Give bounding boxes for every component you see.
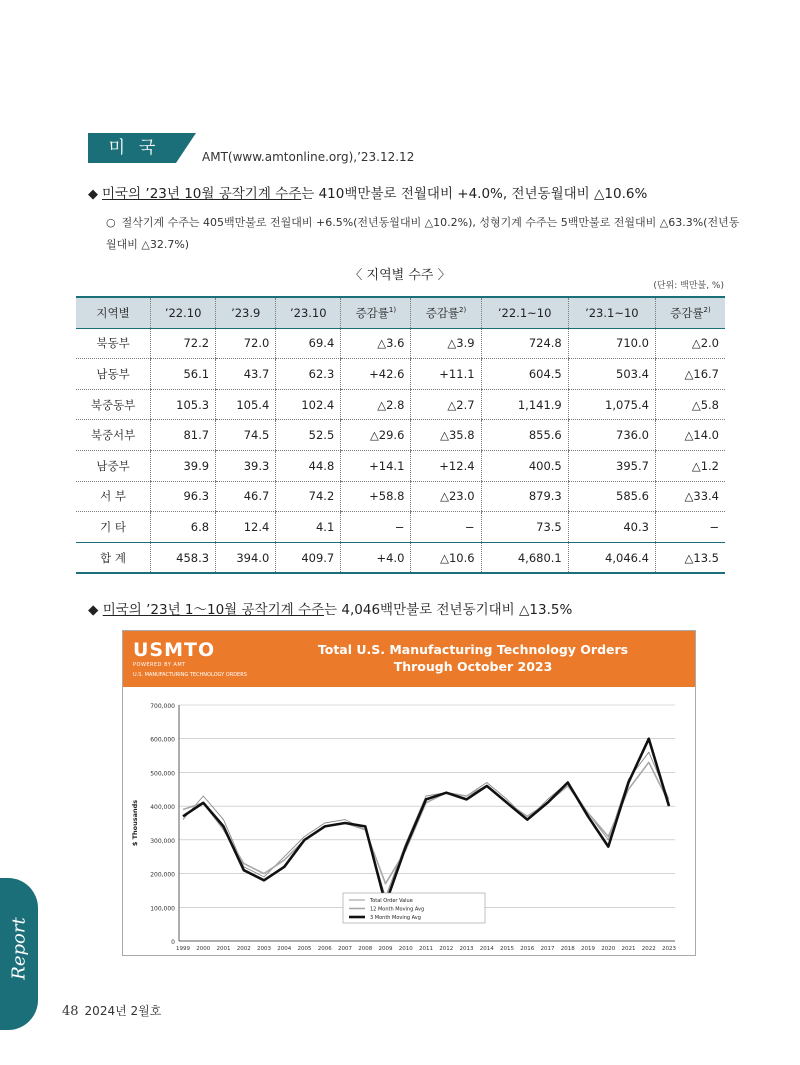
chart-title-line1: Total U.S. Manufacturing Technology Orders xyxy=(317,642,629,657)
value-cell: 1,075.4 xyxy=(568,389,655,420)
x-tick-label: 2014 xyxy=(479,946,494,952)
diamond-bullet-icon: ◆ xyxy=(88,602,99,618)
y-tick-label: 100,000 xyxy=(150,905,175,913)
x-tick-label: 2011 xyxy=(419,946,433,952)
x-tick-label: 2022 xyxy=(641,946,656,952)
value-cell: △16.7 xyxy=(655,359,725,390)
table-row xyxy=(76,450,725,481)
region-cell: 서 부 xyxy=(76,481,151,512)
value-cell: 72.2 xyxy=(151,328,216,359)
value-cell: 74.2 xyxy=(276,481,341,512)
header-cell: 지역별 xyxy=(76,297,151,328)
header-cell: 증감률$^{1)}$ xyxy=(341,297,411,328)
value-cell: 4,680.1 xyxy=(481,542,568,573)
chart-title-line2: Through October 2023 xyxy=(393,659,553,674)
value-cell: +58.8 xyxy=(341,481,411,512)
headline-ytd-orders xyxy=(88,598,572,618)
x-tick-label: 2018 xyxy=(560,946,575,952)
value-cell: 724.8 xyxy=(481,328,568,359)
y-tick-label: 700,000 xyxy=(150,703,175,710)
y-tick-label: 500,000 xyxy=(150,770,175,778)
circle-bullet-icon: ○ xyxy=(106,216,116,229)
value-cell: 409.7 xyxy=(276,542,341,573)
region-cell: 남동부 xyxy=(76,359,151,390)
value-cell: 585.6 xyxy=(568,481,655,512)
chart-header xyxy=(123,631,695,687)
headline-underlined: 미국의 ’23년 10월 공작기계 수주 xyxy=(102,186,302,202)
value-cell: − xyxy=(655,512,725,543)
x-tick-label: 2005 xyxy=(297,946,312,952)
value-cell: 4.1 xyxy=(276,512,341,543)
x-tick-label: 2010 xyxy=(398,946,413,952)
region-cell: 북중서부 xyxy=(76,420,151,451)
headline2-rest: 는 4,046백만불로 전년동기대비 △13.5% xyxy=(324,602,573,618)
value-cell: △35.8 xyxy=(411,420,481,451)
value-cell: 394.0 xyxy=(216,542,276,573)
legend-label: 3 Month Moving Avg xyxy=(370,915,421,921)
table-row xyxy=(76,481,725,512)
value-cell: 52.5 xyxy=(276,420,341,451)
value-cell: 879.3 xyxy=(481,481,568,512)
table-title: 〈 지역별 수주 〉 xyxy=(349,268,451,283)
table-row xyxy=(76,542,725,573)
value-cell: 69.4 xyxy=(276,328,341,359)
issue-label: 2024년 2월호 xyxy=(84,1004,162,1018)
value-cell: △2.7 xyxy=(411,389,481,420)
table-row xyxy=(76,420,725,451)
logo-sub: POWERED BY AMT xyxy=(133,662,186,668)
value-cell: +4.0 xyxy=(341,542,411,573)
value-cell: 39.3 xyxy=(216,450,276,481)
value-cell: 503.4 xyxy=(568,359,655,390)
value-cell: 39.9 xyxy=(151,450,216,481)
x-tick-label: 2007 xyxy=(338,946,352,952)
headline-rest: 는 410백만불로 전월대비 +4.0%, 전년동월대비 △10.6% xyxy=(301,186,648,202)
value-cell: 710.0 xyxy=(568,328,655,359)
headline2-underlined: 미국의 ’23년 1～10월 공작기계 수주 xyxy=(102,602,325,618)
value-cell: 72.0 xyxy=(216,328,276,359)
value-cell: 105.4 xyxy=(216,389,276,420)
value-cell: − xyxy=(341,512,411,543)
logo-sub2: U.S. MANUFACTURING TECHNOLOGY ORDERS xyxy=(133,672,247,678)
subnote-text: 절삭기계 수주는 405백만불로 전월대비 +6.5%(전년동월대비 △10.2%), 성형기계 수주는 5백만불로 전월대비 △63.3%(전년동월대비 △32.7%) xyxy=(106,216,740,251)
y-tick-label: 300,000 xyxy=(150,837,175,845)
table-row xyxy=(76,328,725,359)
logo-text: USMTO xyxy=(133,639,216,661)
table-unit: (단위: 백만불, %) xyxy=(653,281,724,291)
table-row xyxy=(76,389,725,420)
y-tick-label: 600,000 xyxy=(150,736,175,744)
value-cell: 736.0 xyxy=(568,420,655,451)
value-cell: 81.7 xyxy=(151,420,216,451)
region-cell: 북동부 xyxy=(76,328,151,359)
region-cell: 합 계 xyxy=(76,542,151,573)
value-cell: 40.3 xyxy=(568,512,655,543)
usmto-logo xyxy=(133,639,247,678)
value-cell: +12.4 xyxy=(411,450,481,481)
value-cell: △1.2 xyxy=(655,450,725,481)
x-tick-label: 1999 xyxy=(176,946,190,952)
value-cell: 604.5 xyxy=(481,359,568,390)
value-cell: − xyxy=(411,512,481,543)
value-cell: △3.6 xyxy=(341,328,411,359)
value-cell: 6.8 xyxy=(151,512,216,543)
header-cell: 증감률$^{2)}$ xyxy=(411,297,481,328)
report-side-tab xyxy=(0,878,38,1030)
value-cell: +11.1 xyxy=(411,359,481,390)
value-cell: △14.0 xyxy=(655,420,725,451)
region-cell: 남중부 xyxy=(76,450,151,481)
table-body xyxy=(76,328,725,573)
value-cell: 12.4 xyxy=(216,512,276,543)
section-title: 미국 xyxy=(108,138,170,158)
x-tick-label: 2006 xyxy=(317,946,332,952)
table-row xyxy=(76,359,725,390)
value-cell: △33.4 xyxy=(655,481,725,512)
source-citation: AMT(www.amtonline.org),’23.12.12 xyxy=(202,150,415,164)
value-cell: 44.8 xyxy=(276,450,341,481)
table-row xyxy=(76,512,725,543)
value-cell: △10.6 xyxy=(411,542,481,573)
value-cell: +14.1 xyxy=(341,450,411,481)
x-tick-label: 2013 xyxy=(459,946,474,952)
x-tick-label: 2002 xyxy=(236,946,251,952)
page-number: 48 xyxy=(62,1004,79,1019)
usmto-chart xyxy=(122,630,696,956)
value-cell: 74.5 xyxy=(216,420,276,451)
x-tick-label: 2003 xyxy=(257,946,271,952)
header-cell: ’22.1~10 xyxy=(481,297,568,328)
value-cell: △5.8 xyxy=(655,389,725,420)
legend-label: Total Order Value xyxy=(370,898,413,904)
line-chart xyxy=(123,687,695,955)
x-tick-label: 2012 xyxy=(439,946,454,952)
region-cell: 북중동부 xyxy=(76,389,151,420)
value-cell: △13.5 xyxy=(655,542,725,573)
header-cell: ’23.9 xyxy=(216,297,276,328)
section-tab-slant xyxy=(176,133,196,163)
header-cell: ’23.1~10 xyxy=(568,297,655,328)
x-tick-label: 2009 xyxy=(378,946,393,952)
x-tick-label: 2016 xyxy=(520,946,535,952)
x-tick-label: 2004 xyxy=(277,946,292,952)
chart-title xyxy=(293,642,653,674)
value-cell: 43.7 xyxy=(216,359,276,390)
value-cell: 73.5 xyxy=(481,512,568,543)
header-cell: ’23.10 xyxy=(276,297,341,328)
x-tick-label: 2020 xyxy=(601,946,616,952)
x-tick-label: 2008 xyxy=(358,946,373,952)
header-cell: ’22.10 xyxy=(151,297,216,328)
y-tick-label: 400,000 xyxy=(150,804,175,812)
value-cell: 62.3 xyxy=(276,359,341,390)
y-tick-label: 200,000 xyxy=(150,871,175,879)
value-cell: 96.3 xyxy=(151,481,216,512)
value-cell: 855.6 xyxy=(481,420,568,451)
headline-monthly-orders xyxy=(88,182,647,202)
value-cell: 56.1 xyxy=(151,359,216,390)
x-tick-label: 2019 xyxy=(581,946,595,952)
header-cell: 증감률$^{2)}$ xyxy=(655,297,725,328)
region-cell: 기 타 xyxy=(76,512,151,543)
value-cell: △3.9 xyxy=(411,328,481,359)
x-tick-label: 2001 xyxy=(216,946,231,952)
value-cell: △23.0 xyxy=(411,481,481,512)
value-cell: 102.4 xyxy=(276,389,341,420)
value-cell: △29.6 xyxy=(341,420,411,451)
value-cell: 105.3 xyxy=(151,389,216,420)
value-cell: △2.8 xyxy=(341,389,411,420)
x-tick-label: 2017 xyxy=(540,946,555,952)
value-cell: 458.3 xyxy=(151,542,216,573)
diamond-bullet-icon: ◆ xyxy=(88,187,98,202)
x-tick-label: 2015 xyxy=(500,946,514,952)
table-header-row xyxy=(76,297,725,328)
legend-label: 12 Month Moving Avg xyxy=(370,906,425,913)
y-axis-label: $ Thousands xyxy=(131,799,139,847)
value-cell: 1,141.9 xyxy=(481,389,568,420)
subnote xyxy=(106,212,746,256)
value-cell: 395.7 xyxy=(568,450,655,481)
value-cell: 46.7 xyxy=(216,481,276,512)
value-cell: 400.5 xyxy=(481,450,568,481)
regional-orders-table xyxy=(76,296,725,574)
x-tick-label: 2023 xyxy=(662,946,676,952)
section-tab-usa xyxy=(88,133,196,163)
value-cell: △2.0 xyxy=(655,328,725,359)
series-line xyxy=(183,762,669,883)
x-tick-label: 2021 xyxy=(621,946,636,952)
x-tick-label: 2000 xyxy=(196,946,211,952)
report-label: Report xyxy=(8,917,30,980)
footer xyxy=(62,1002,161,1019)
y-tick-label: 0 xyxy=(171,939,175,946)
value-cell: +42.6 xyxy=(341,359,411,390)
value-cell: 4,046.4 xyxy=(568,542,655,573)
